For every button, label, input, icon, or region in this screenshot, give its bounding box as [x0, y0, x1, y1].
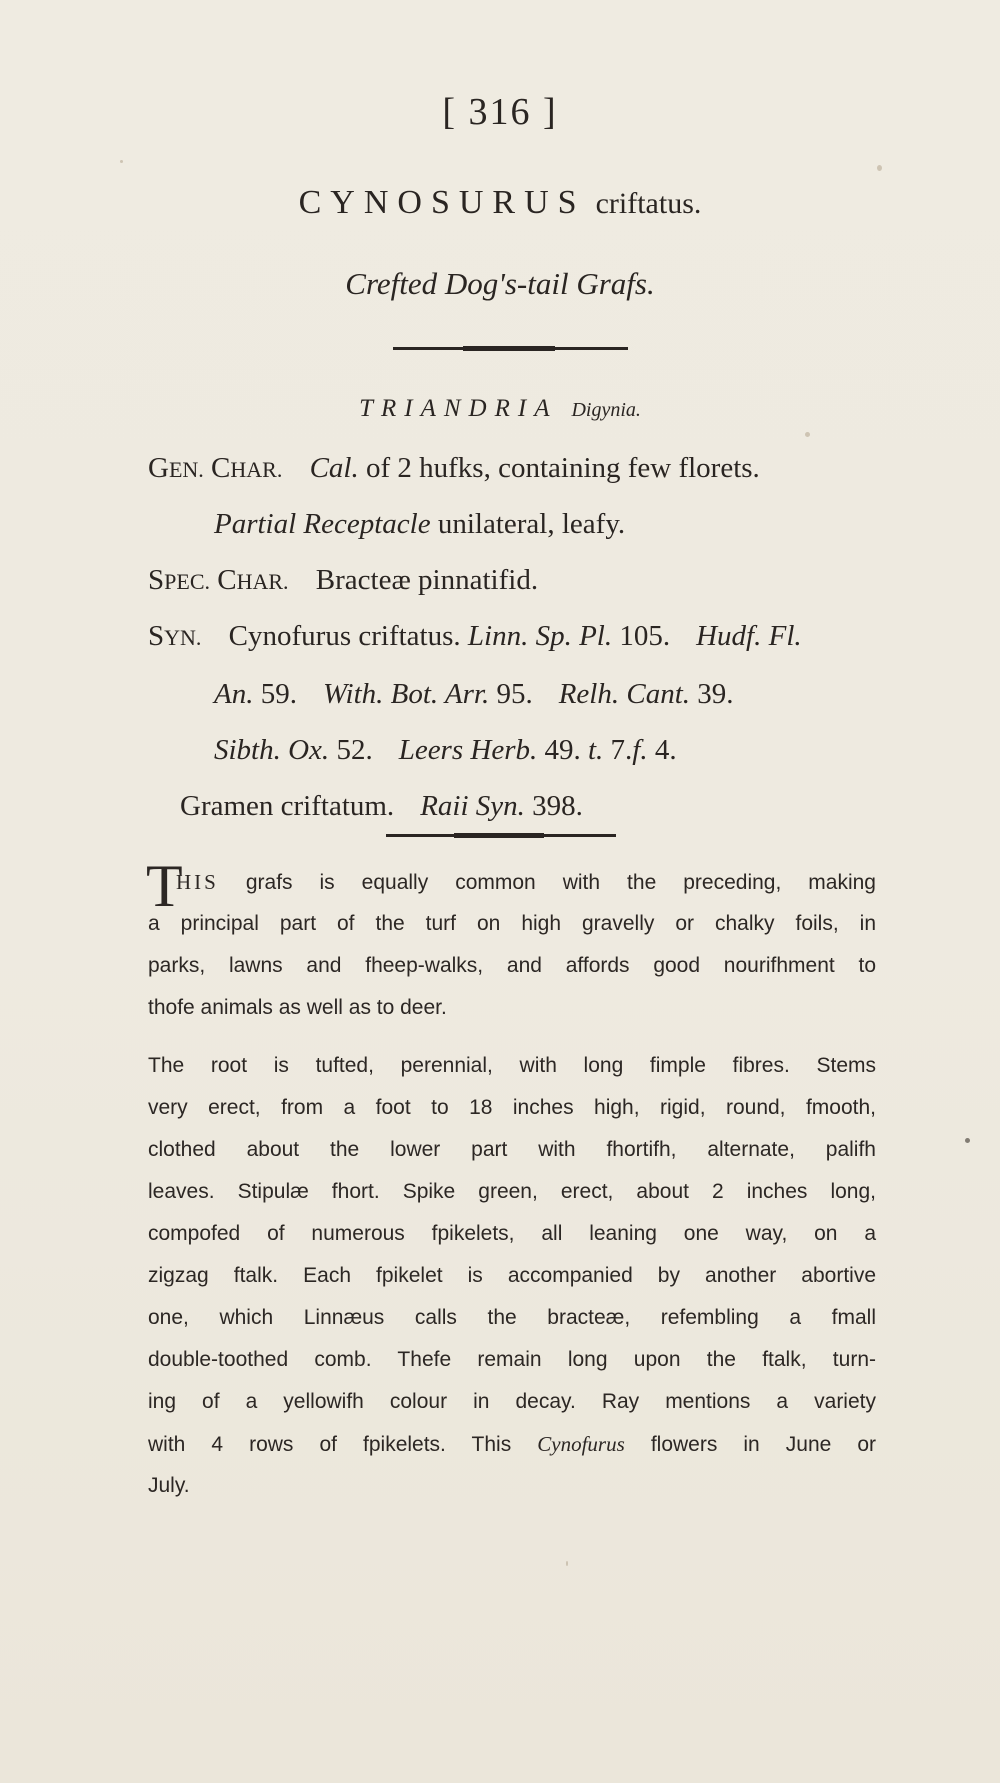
para2-line: The root is tufted, perennial, with long fimple fibres. Stems	[148, 1054, 876, 1077]
ref-linnaeus: Linn. Sp. Pl.	[467, 620, 613, 652]
syn-label-cap: S	[148, 620, 165, 652]
syn-text: Cynofurus criftatus.	[228, 620, 461, 652]
para2-line: very erect, from a foot to 18 inches high, rigid, round, fmooth,	[148, 1096, 876, 1119]
gen-label-rest: EN.	[168, 457, 204, 482]
para2-line: ing of a yellowifh colour in decay. Ray mentions a variety	[148, 1390, 876, 1413]
synonym-line-3	[214, 734, 677, 767]
ref-withering-num: 95.	[496, 678, 533, 710]
partial-receptacle-line	[214, 508, 625, 541]
paper-speck	[805, 432, 810, 437]
ref-tab: t.	[587, 734, 604, 766]
species-epithet: criftatus.	[595, 187, 702, 220]
ref-anglica: An.	[214, 678, 254, 710]
paper-speck	[566, 1561, 568, 1566]
ref-hudson: Hudf. Fl.	[696, 620, 802, 652]
gramen-line	[180, 790, 583, 823]
specific-character-line	[148, 564, 538, 597]
para1-line	[146, 853, 876, 919]
para2-line: one, which Linnæus calls the bracteæ, refembling a fmall	[148, 1306, 876, 1329]
paper-speck	[877, 165, 882, 171]
para2-line: July.	[148, 1474, 190, 1497]
drop-cap: T	[146, 853, 183, 919]
spec-char-text: Bracteæ pinnatifid.	[315, 564, 539, 596]
para1-line1-text: grafs is equally common with the preceding, making	[245, 871, 876, 894]
linnaean-classification	[0, 395, 1000, 423]
generic-character-line	[148, 452, 760, 485]
partial-receptacle-term: Partial Receptacle	[214, 508, 431, 540]
para2-line	[148, 1432, 876, 1457]
ref-leers: Leers Herb.	[398, 734, 538, 766]
calyx-term: Cal.	[309, 452, 359, 484]
rule-thick-center	[454, 833, 544, 838]
synonym-line-2	[214, 678, 734, 711]
ref-leers-num: 49.	[544, 734, 581, 766]
ref-fig-num: 4.	[654, 734, 677, 766]
para2-line: zigzag ftalk. Each fpikelet is accompanied by another abortive	[148, 1264, 876, 1287]
gen-label-cap: G	[148, 452, 169, 484]
partial-receptacle-text: unilateral, leafy.	[437, 508, 626, 540]
char-label-rest: HAR.	[236, 569, 289, 594]
para1-line: a principal part of the turf on high gravelly or chalky foils, in	[148, 912, 876, 935]
syn-label	[148, 620, 201, 652]
first-word: HIS	[176, 870, 219, 894]
para1-line: parks, lawns and fheep-walks, and affords good nourifhment to	[148, 954, 876, 977]
ref-ray-num: 398.	[532, 790, 583, 822]
para2-line: double-toothed comb. Thefe remain long upon the ftalk, turn-	[148, 1348, 876, 1371]
gramen-text: Gramen criftatum.	[180, 790, 395, 822]
para2-line10-pre: with 4 rows of fpikelets. This	[148, 1433, 512, 1456]
spec-char-label	[148, 564, 289, 596]
synonym-line-1	[148, 620, 802, 653]
spec-label-cap: S	[148, 564, 165, 596]
class-name: TRIANDRIA	[359, 395, 558, 422]
para2-line: leaves. Stipulæ fhort. Spike green, erect, about 2 inches long,	[148, 1180, 876, 1203]
ornamental-rule-bottom	[386, 834, 616, 837]
para2-line: compofed of numerous fpikelets, all leaning one way, on a	[148, 1222, 876, 1245]
ref-fig: f.	[632, 734, 648, 766]
para1-line: thofe animals as well as to deer.	[148, 996, 447, 1019]
char-label-rest: HAR.	[230, 457, 283, 482]
genus-italic: Cynofurus	[537, 1432, 625, 1456]
ref-tab-num: 7.	[610, 734, 633, 766]
paper-speck	[120, 160, 123, 163]
species-title	[0, 184, 1000, 222]
page-number: [ 316 ]	[442, 91, 558, 133]
genus-name: CYNOSURUS	[298, 184, 586, 221]
char-label-cap: C	[211, 452, 231, 484]
ref-sibthorp-num: 52.	[336, 734, 373, 766]
gen-char-label	[148, 452, 282, 484]
syn-label-rest: YN.	[164, 625, 202, 650]
order-name: Digynia.	[571, 399, 641, 421]
ref-relhan: Relh. Cant.	[558, 678, 691, 710]
para2-line: clothed about the lower part with fhortifh, alternate, palifh	[148, 1138, 876, 1161]
paper-speck	[965, 1138, 970, 1143]
ref-sibthorp: Sibth. Ox.	[214, 734, 330, 766]
ornamental-rule-top	[393, 347, 628, 350]
ref-ray: Raii Syn.	[420, 790, 525, 822]
ref-relhan-num: 39.	[697, 678, 734, 710]
para2-line10-post: flowers in June or	[650, 1433, 877, 1456]
char-label-cap: C	[217, 564, 237, 596]
ref-linnaeus-num: 105.	[619, 620, 671, 652]
common-name: Crefted Dog's-tail Grafs.	[345, 266, 655, 301]
ref-withering: With. Bot. Arr.	[322, 678, 490, 710]
ref-anglica-num: 59.	[260, 678, 297, 710]
gen-char-text: of 2 hufks, containing few florets.	[365, 452, 760, 484]
rule-thick-center	[463, 346, 555, 351]
spec-label-rest: PEC.	[164, 569, 210, 594]
